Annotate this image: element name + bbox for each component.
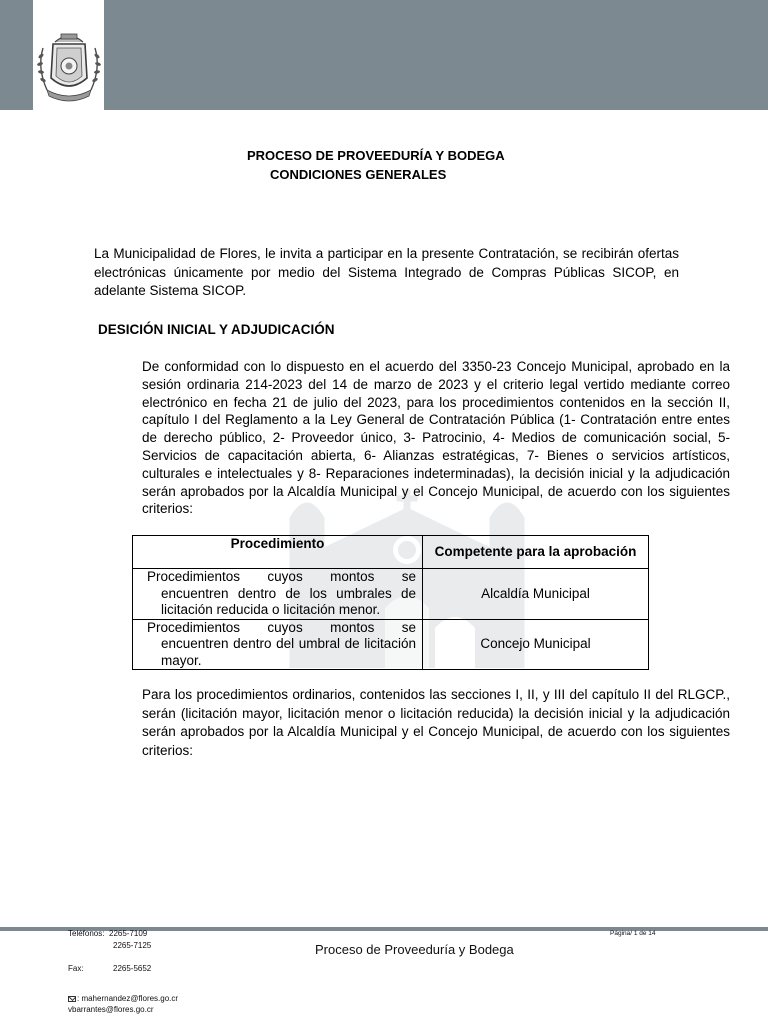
municipal-seal-icon (33, 28, 105, 106)
table-header-row (133, 536, 649, 569)
table-cell-competent: Concejo Municipal (423, 619, 649, 670)
intro-paragraph: La Municipalidad de Flores, le invita a participar en la presente Contratación, se recibirán ofertas electrónicas únicamente por medio del Sistema Integrado de Compras Públicas SICOP, en adelante Sistema SICOP. (94, 246, 679, 298)
envelope-icon (68, 996, 76, 1002)
section-heading: DESICIÓN INICIAL Y ADJUDICACIÓN (98, 322, 335, 337)
footer-phone-2: 2265-7125 (113, 941, 152, 950)
document-title: PROCESO DE PROVEEDURÍA Y BODEGA (247, 148, 505, 163)
footer-fax-label: Fax: (68, 964, 84, 973)
footer-phone-1: 2265-7109 (109, 929, 148, 938)
footer-page-number: Página/ 1 de 14 (610, 930, 656, 937)
ordinary-procedures-paragraph: Para los procedimientos ordinarios, contenidos las secciones I, II, y III del capítulo II del RLGCP., serán (licitación mayor, licitación menor o licitación reducida) la decisión inicial y la adjudicación serán aprobados por la Alcaldía Municipal y el Concejo Municipal, de acuerdo con los siguientes criterios: (142, 687, 730, 758)
table-cell-procedure: Procedimientos cuyos montos se encuentren dentro del umbral de licitación mayor. (133, 619, 423, 670)
decision-paragraph: De conformidad con lo dispuesto en el acuerdo del 3350-23 Concejo Municipal, aprobado en la sesión ordinaria 214-2023 del 14 de marzo de 2023 y el criterio legal vertido mediante correo electrónico en fecha 21 de julio del 2023, para los procedimientos contenidos en la sección II, capítulo I del Reglamento a la Ley General de Contratación Pública (1- Contratación entre entes de derecho público, 2- Proveedor único, 3- Patrocinio, 4- Medios de comunicación social, 5- Servicios de capacitación abierta, 6- Alianzas estratégicas, 7- Bienes o servicios artísticos, culturales e intelectuales y 8- Reparaciones indeterminadas), la decisión inicial y la adjudicación serán aprobados por la Alcaldía Municipal y el Concejo Municipal, de acuerdo con los siguientes criterios: (142, 359, 730, 517)
header-band (0, 0, 768, 110)
header-right-band (104, 0, 768, 110)
document-subtitle: CONDICIONES GENERALES (270, 167, 447, 182)
table-header-procedure: Procedimiento (133, 536, 423, 569)
header-left-block (0, 0, 33, 110)
footer-email-1 (68, 994, 178, 1003)
footer-phones-label: Teléfonos: (68, 929, 105, 938)
footer-fax: 2265-5652 (113, 964, 152, 973)
table-row (133, 569, 649, 620)
footer-email-1-text: : mahernandez@flores.go.cr (77, 994, 179, 1003)
table-row (133, 619, 649, 670)
footer-center-title: Proceso de Proveeduría y Bodega (315, 942, 514, 957)
approval-criteria-table (132, 535, 649, 670)
table-cell-procedure: Procedimientos cuyos montos se encuentren dentro de los umbrales de licitación reducida o licitación menor. (133, 569, 423, 620)
table-cell-competent: Alcaldía Municipal (423, 569, 649, 620)
footer-email-2: vbarrantes@flores.go.cr (68, 1005, 154, 1014)
table-header-competent: Competente para la aprobación (423, 536, 649, 569)
